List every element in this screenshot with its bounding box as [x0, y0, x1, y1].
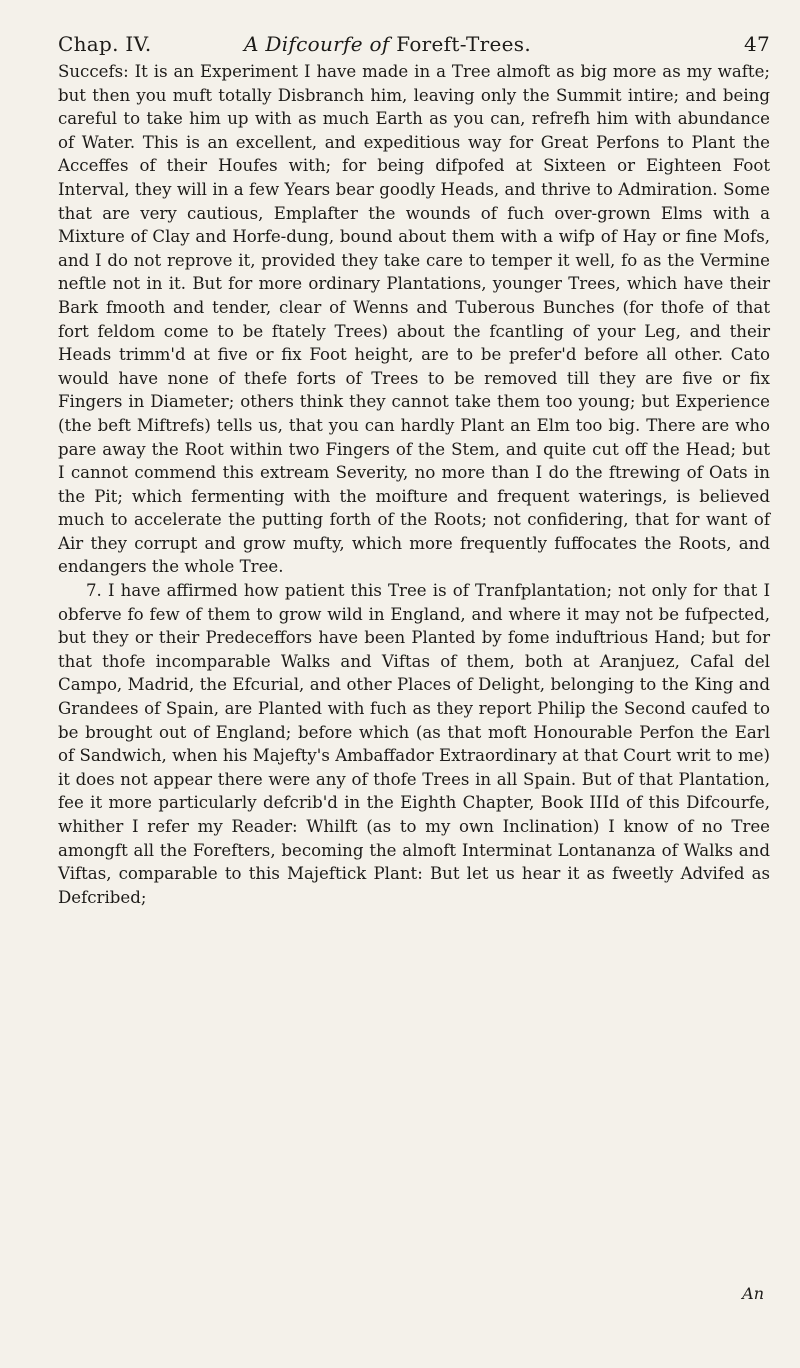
body-text	[58, 60, 770, 909]
paragraph: Succefs: It is an Experiment I have made in a Tree almoft as big more as my wafte; but then you muft totally Disbranch him, leaving only the Summit intire; and being careful to take him up with as much Earth as you can, refrefh him with abundance of Water. This is an excellent, and expeditious way for Great Perfons to Plant the Acceffes of their Houfes with; for being difpofed at Sixteen or Eighteen Foot Interval, they will in a few Years bear goodly Heads, and thrive to Admiration. Some that are very cautious, Emplafter the wounds of fuch over-grown Elms with a Mixture of Clay and Horfe-dung, bound about them with a wifp of Hay or fine Mofs, and I do not reprove it, provided they take care to temper it well, fo as the Vermine neftle not in it. But for more ordinary Plantations, younger Trees, which have their Bark fmooth and tender, clear of Wenns and Tuberous Bunches (for thofe of that fort feldom come to be ftately Trees) about the fcantling of your Leg, and their Heads trimm'd at five or fix Foot height, are to be prefer'd before all other. Cato would have none of thefe forts of Trees to be removed till they are five or fix Fingers in Diameter; others think they cannot take them too young; but Experience (the beft Miftrefs) tells us, that you can hardly Plant an Elm too big. There are who pare away the Root within two Fingers of the Stem, and quite cut off the Head; but I cannot commend this extream Severity, no more than I do the ftrewing of Oats in the Pit; which fermenting with the moifture and frequent waterings, is believed much to accelerate the putting forth of the Roots; not confidering, that for want of Air they corrupt and grow mufty, which more frequently fuffocates the Roots, and endangers the whole Tree.	[58, 62, 770, 577]
chapter-label: Chap. IV.	[58, 32, 152, 56]
page-number: 47	[743, 32, 770, 56]
catchword: An	[742, 1284, 764, 1303]
running-header	[58, 18, 770, 60]
running-title	[244, 32, 531, 56]
paragraph: 7. I have affirmed how patient this Tree is of Tranfplantation; not only for that I obferve fo few of them to grow wild in England, and where it may not be fufpected, but they or their Predeceffors have been Planted by fome induftrious Hand; but for that thofe incomparable Walks and Viftas of them, both at Aranjuez, Cafal del Campo, Madrid, the Efcurial, and other Places of Delight, belonging to the King and Grandees of Spain, are Planted with fuch as they report Philip the Second caufed to be brought out of England; before which (as that moft Honourable Perfon the Earl of Sandwich, when his Majefty's Ambaffador Extraordinary at that Court writ to me) it does not appear there were any of thofe Trees in all Spain. But of that Plantation, fee it more particularly defcrib'd in the Eighth Chapter, Book IIId of this Difcourfe, whither I refer my Reader: Whilft (as to my own Inclination) I know of no Tree amongft all the Forefters, becoming the almoft Interminat Lontananza of Walks and Viftas, comparable to this Majeftick Plant: But let us hear it as fweetly Advifed as Defcribed;	[58, 581, 770, 907]
running-title-plain: Foreft-Trees.	[396, 32, 532, 56]
running-title-italic: A Difcourfe of	[244, 32, 390, 56]
